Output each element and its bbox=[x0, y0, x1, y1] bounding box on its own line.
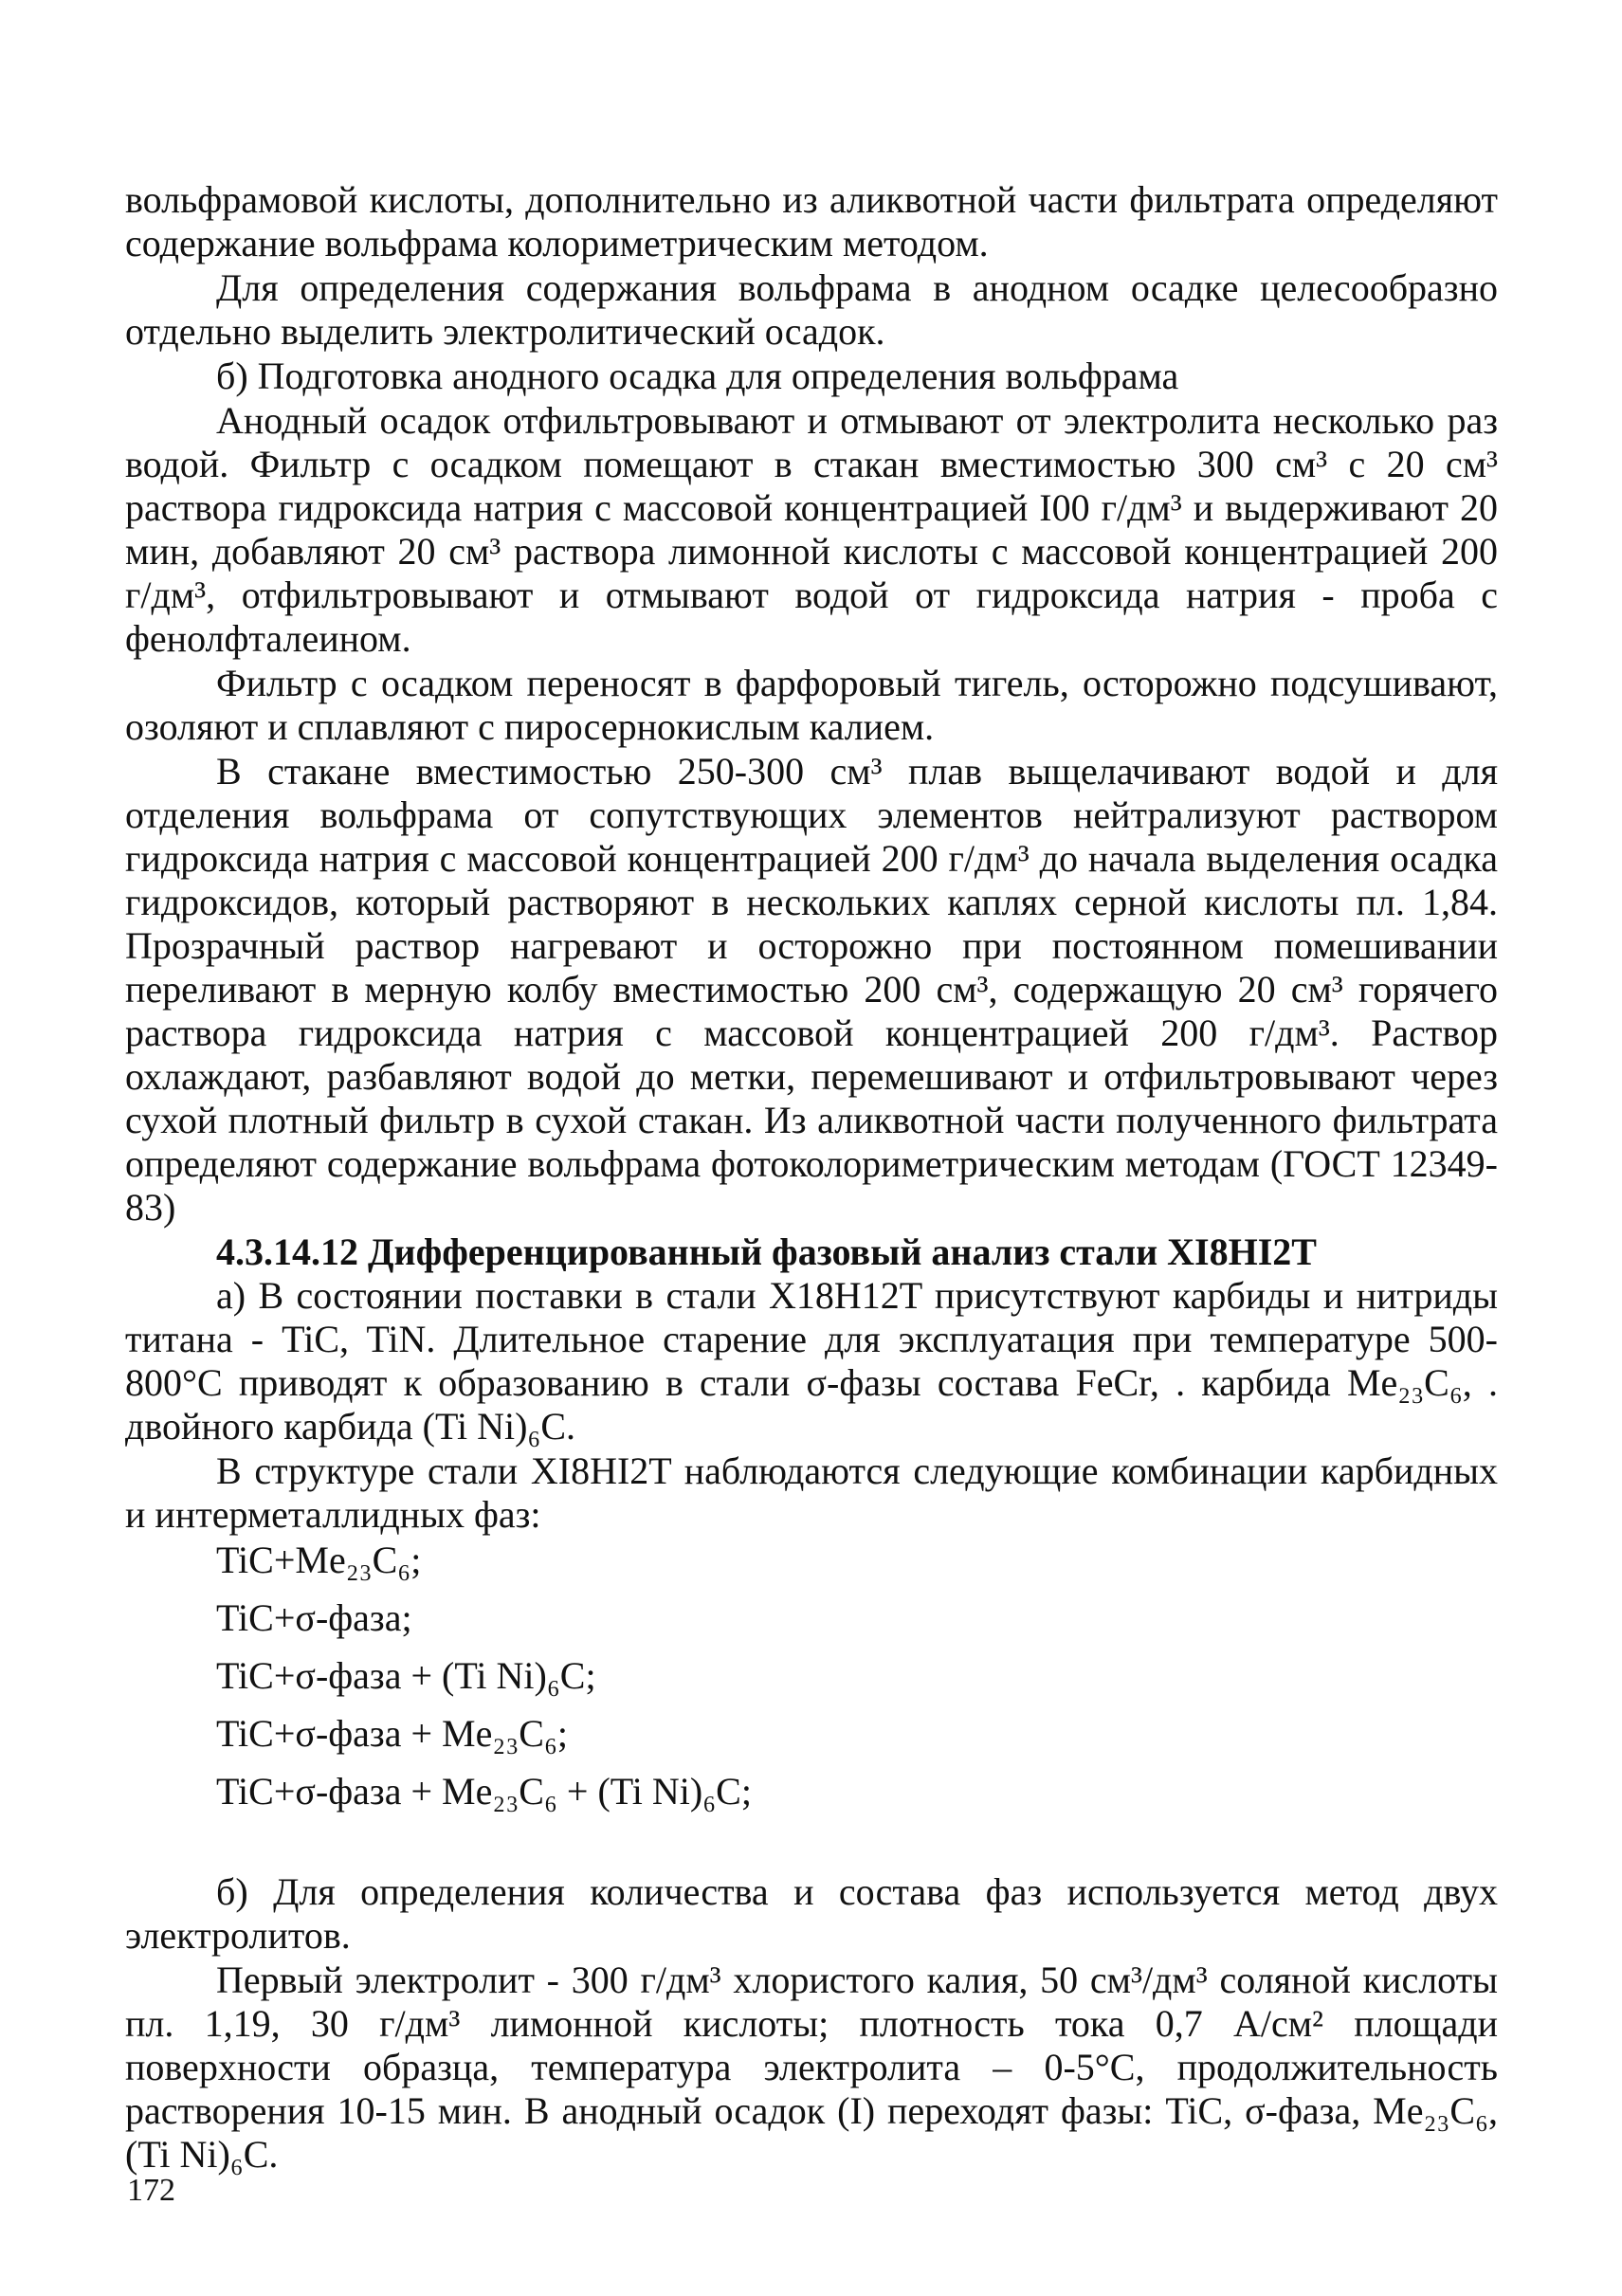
paragraph-leaching: В стакане вместимостью 250-300 см³ плав выщелачивают водой и для отделения вольфрама от сопутствующих элементов нейтрализуют раствором гидроксида натрия с массовой концентрацией 200 г/дм³ до начала выделения осадка гидроксидов, который растворяют в нескольких каплях серной кислоты пл. 1,84. Прозрачный раствор нагревают и осторожно при постоянном помешивании переливают в мерную колбу вместимостью 200 см³, содержащую 20 см³ горячего раствора гидроксида натрия с массовой концентрацией 200 г/дм³. Раствор охлаждают, разбавляют водой до метки, перемешивают и отфильтровывают через сухой плотный фильтр в сухой стакан. Из аликвотной части полученного фильтрата определяют содержание вольфрама фотоколориметрическим методам (ГОСТ 12349-83) bbox=[125, 750, 1498, 1229]
paragraph-two-electrolytes: б) Для определения количества и состава фаз используется метод двух электролитов. bbox=[125, 1870, 1498, 1957]
paragraph-continuation: вольфрамовой кислоты, дополнительно из аликвотной части фильтрата определяют содержание вольфрама колориметрическим методом. bbox=[125, 178, 1498, 264]
list-item: TiC+σ-фаза + Me₂₃C₆ + (Ti Ni)₆C; bbox=[216, 1770, 752, 1813]
list-item: TiC+σ-фаза + Me₂₃C₆; bbox=[216, 1712, 568, 1755]
subsection-b-title: б) Подготовка анодного осадка для определения вольфрама bbox=[216, 355, 1179, 397]
phase-combinations-list bbox=[125, 1538, 1498, 1814]
list-item: TiC+σ-фаза; bbox=[216, 1596, 412, 1639]
paragraph-first-electrolyte: Первый электролит - 300 г/дм³ хлористого калия, 50 см³/дм³ соляной кислоты пл. 1,19, 30 г/дм³ лимонной кислоты; плотность тока 0,7 А/см² площади поверхности образца, температура электролита – 0-5°C, продолжительность растворения 10-15 мин. В анодный осадок (I) переходят фазы: TiC, σ-фаза, Me₂₃C₆, (Ti Ni)₆C. bbox=[125, 1959, 1498, 2176]
paragraph-anodic-filtering: Анодный осадок отфильтровывают и отмывают от электролита несколько раз водой. Фильтр с осадком помещают в стакан вместимостью 300 см³ с 20 см³ раствора гидроксида натрия с массовой концентрацией I00 г/дм³ и выдерживают 20 мин, добавляют 20 см³ раствора лимонной кислоты с массовой концентрацией 200 г/дм³, отфильтровывают и отмывают водой от гидроксида натрия - проба с фенолфталеином. bbox=[125, 399, 1498, 660]
spacer bbox=[125, 1827, 1498, 1870]
paragraph-structure: В структуре стали XI8HI2T наблюдаются следующие комбинации карбидных и интерметаллидных фаз: bbox=[125, 1449, 1498, 1536]
section-heading: 4.3.14.12 Дифференцированный фазовый анализ стали XI8HI2T bbox=[216, 1230, 1317, 1273]
page-body bbox=[125, 178, 1498, 2178]
paragraph-crucible: Фильтр с осадком переносят в фарфоровый тигель, осторожно подсушивают, озоляют и сплавляют с пиросернокислым калием. bbox=[125, 662, 1498, 748]
page-number: 172 bbox=[127, 2173, 175, 2208]
paragraph-tungsten-anodic: Для определения содержания вольфрама в анодном осадке целесообразно отдельно выделить электролитический осадок. bbox=[125, 266, 1498, 353]
paragraph-delivery-state: а) В состоянии поставки в стали X18H12T присутствуют карбиды и нитриды титана - TiC, TiN. Длительное старение для эксплуатация при температуре 500-800°C приводят к образованию в стали σ-фазы состава FeCr, . карбида Me₂₃C₆, . двойного карбида (Ti Ni)₆C. bbox=[125, 1274, 1498, 1448]
list-item: TiC+Me₂₃C₆; bbox=[216, 1539, 422, 1581]
list-item: TiC+σ-фаза + (Ti Ni)₆C; bbox=[216, 1654, 596, 1697]
